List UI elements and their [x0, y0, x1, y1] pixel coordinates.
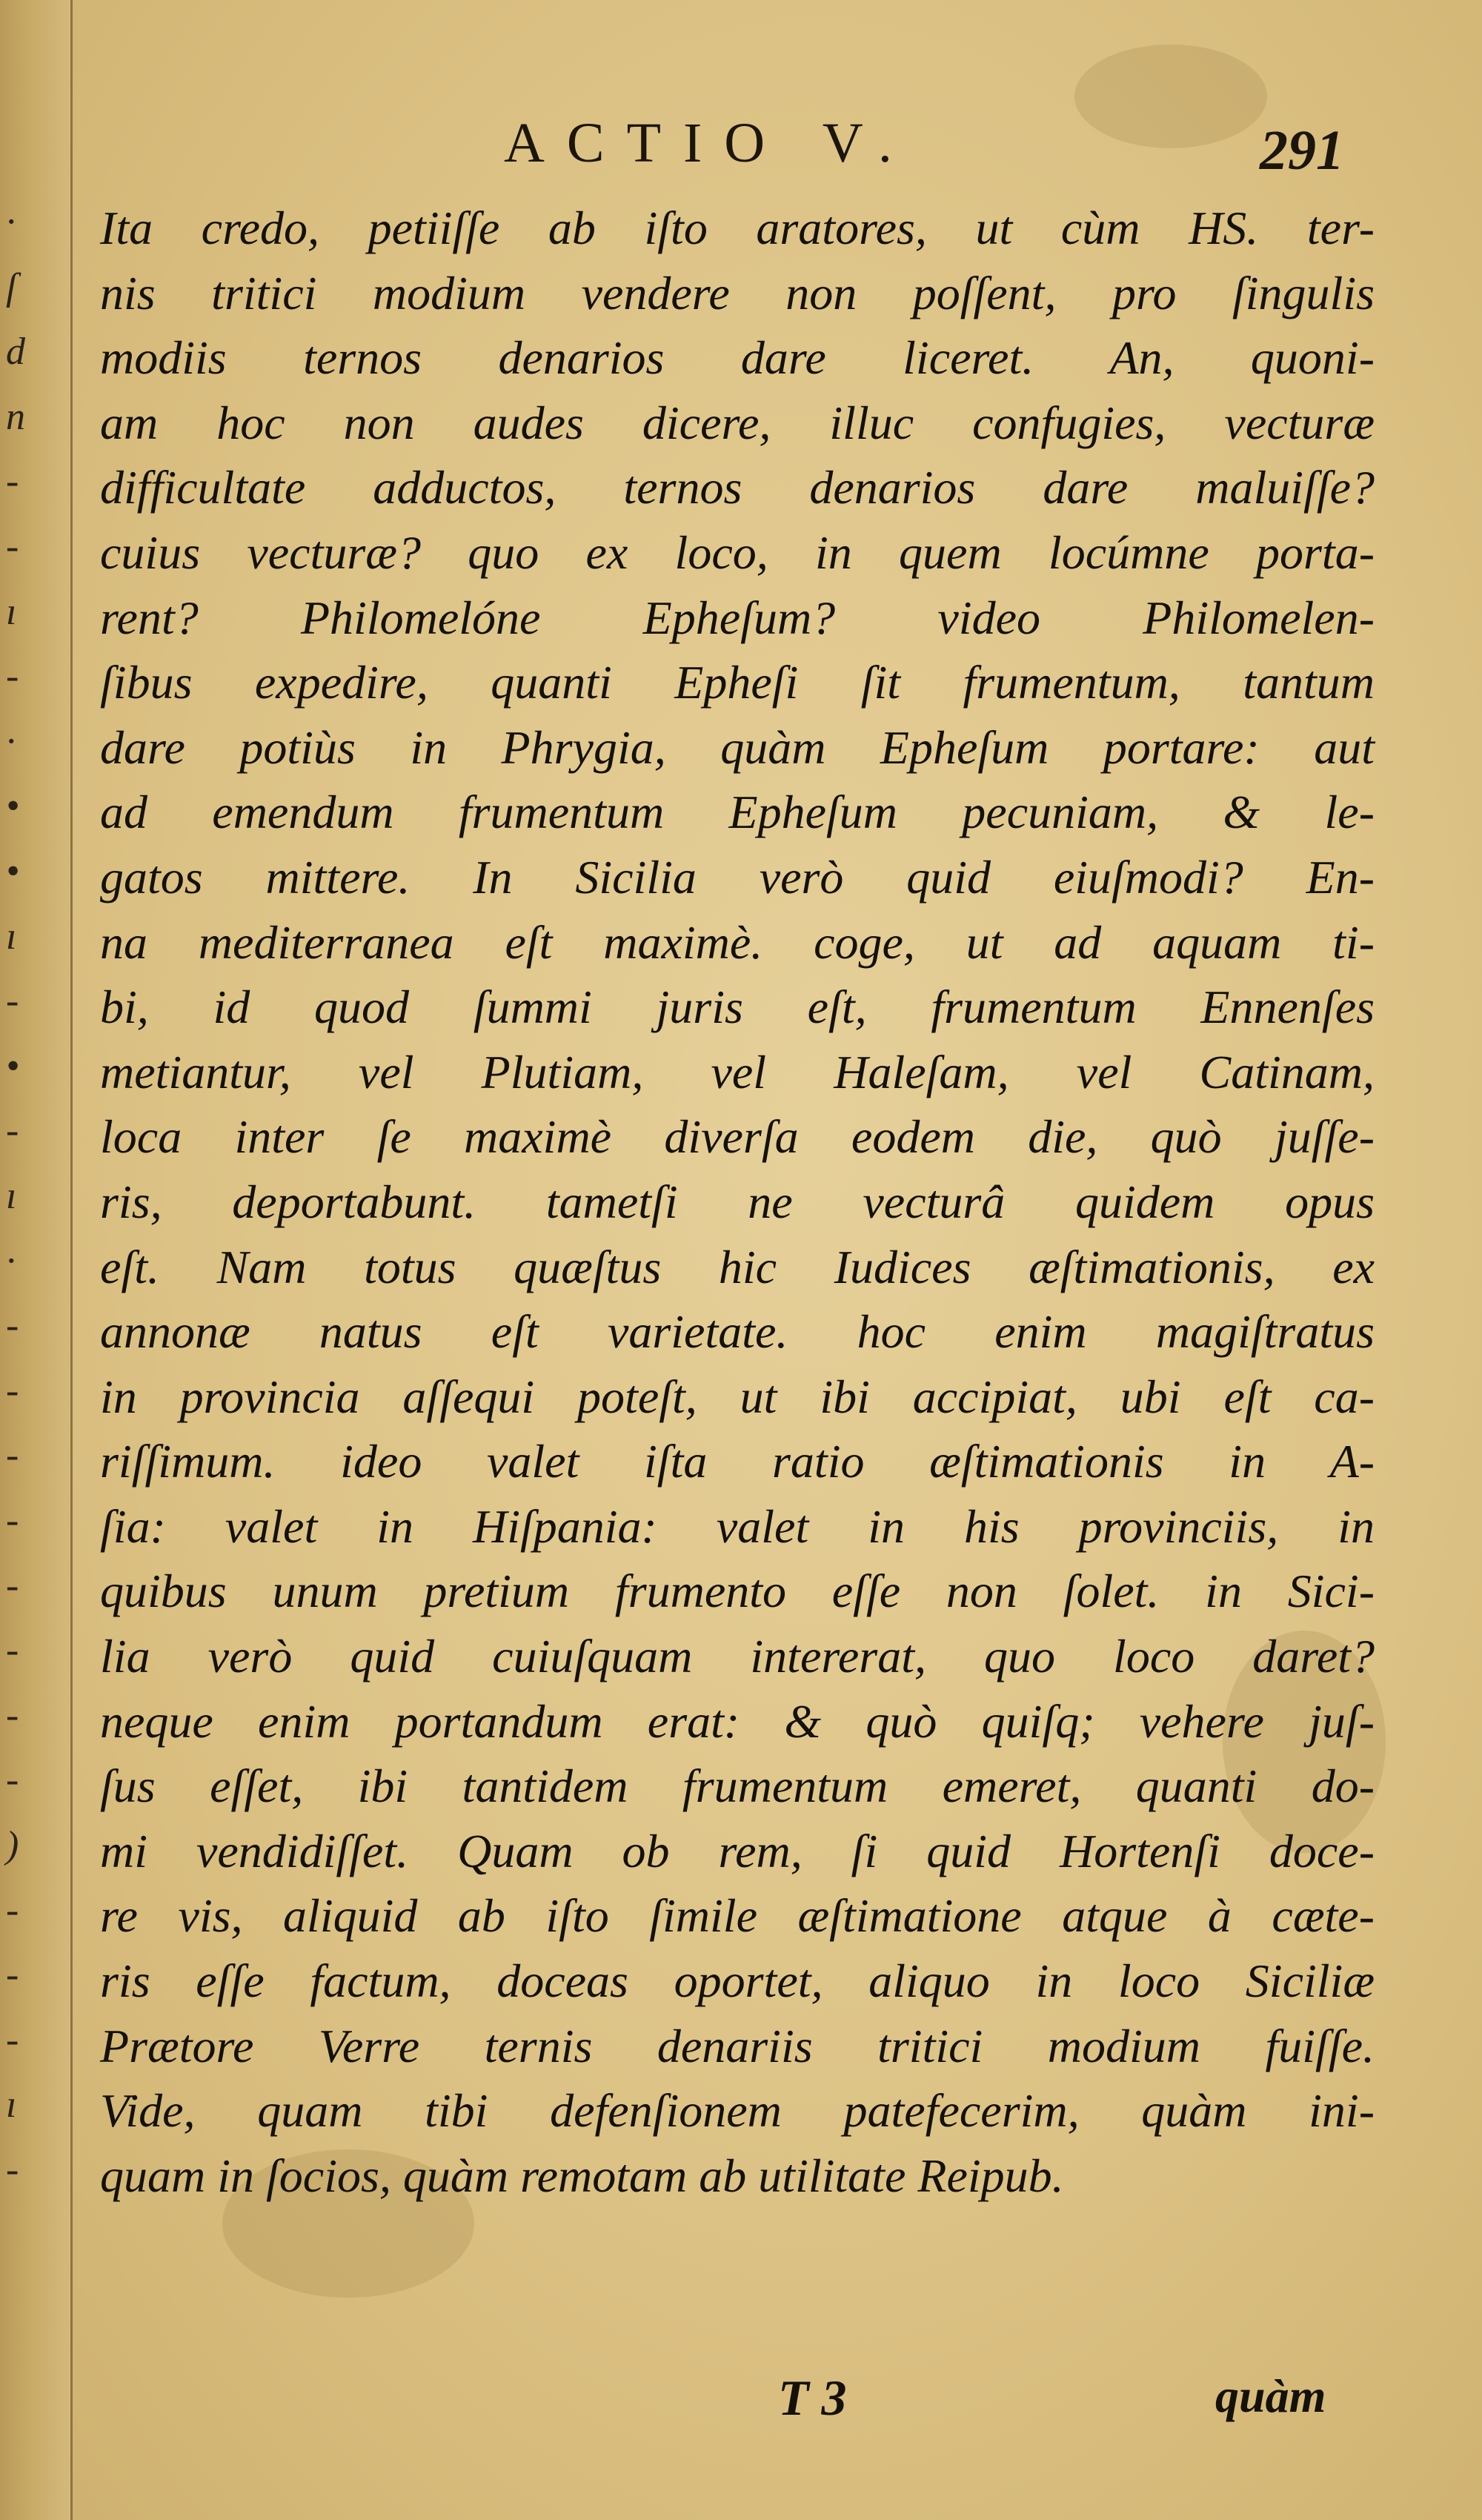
text-line: lia verò quid cuiuſquam intererat, quo loco daret? [100, 1630, 1375, 1683]
page-number: 291 [1260, 119, 1344, 182]
margin-mark: - [6, 1304, 19, 1347]
margin-mark: - [6, 1954, 19, 1997]
text-line: ſus eſſet, ibi tantidem frumentum emeret, quanti do- [100, 1760, 1375, 1813]
margin-mark: - [6, 1434, 19, 1477]
margin-mark: - [6, 1369, 19, 1412]
margin-mark: - [6, 1694, 19, 1737]
margin-mark: - [6, 1564, 19, 1607]
text-line: neque enim portandum erat: & quò quiſq; vehere juſ- [100, 1694, 1375, 1748]
margin-mark: · [6, 720, 16, 763]
text-line: am hoc non audes dicere, illuc confugies, vecturæ [100, 396, 1375, 449]
text-line: metiantur, vel Plutiam, vel Haleſam, vel Catinam, [100, 1045, 1375, 1098]
text-line: quibus unum pretium frumento eſſe non ſolet. in Sici- [100, 1565, 1375, 1618]
margin-mark: - [6, 655, 19, 698]
facing-page-bleed [6, 0, 58, 2520]
margin-mark: · [6, 201, 16, 243]
margin-mark: ſ [6, 265, 17, 308]
text-line: mi vendidiſſet. Quam ob rem, ſi quid Hortenſi doce- [100, 1824, 1375, 1877]
text-line: riſſimum. ideo valet iſta ratio æſtimationis in A- [100, 1435, 1375, 1488]
margin-mark: ı [6, 915, 17, 958]
body-text [100, 196, 1375, 2208]
margin-mark: - [6, 1759, 19, 1802]
text-line: eſt. Nam totus quæſtus hic Iudices æſtimationis, ex [100, 1240, 1375, 1293]
text-line: difficultate adductos, ternos denarios dare maluiſſe? [100, 461, 1375, 514]
margin-mark: - [6, 1889, 19, 1932]
text-line: in provincia aſſequi poteſt, ut ibi accipiat, ubi eſt ca- [100, 1370, 1375, 1423]
margin-mark: - [6, 2018, 19, 2061]
margin-mark: · [6, 1239, 16, 1282]
margin-mark: ) [6, 1824, 19, 1866]
margin-mark: • [6, 1044, 20, 1087]
margin-mark: - [6, 1110, 19, 1153]
text-line: ris, deportabunt. tametſi ne vecturâ quidem opus [100, 1175, 1375, 1228]
margin-mark: ı [6, 1175, 17, 1217]
text-line: nis tritici modium vendere non poſſent, pro ſingulis [100, 266, 1375, 319]
text-line: bi, id quod ſummi juris eſt, frumentum Ennenſes [100, 981, 1375, 1034]
catchword: quàm [1215, 2370, 1326, 2422]
text-line: ris eſſe factum, doceas oportet, aliquo in loco Siciliæ [100, 1954, 1375, 2008]
text-line: Vide, quam tibi defenſionem patefecerim, quàm ini- [100, 2084, 1375, 2138]
text-line: na mediterranea eſt maximè. coge, ut ad aquam ti- [100, 915, 1375, 969]
margin-mark: - [6, 1499, 19, 1542]
margin-mark: • [6, 785, 20, 828]
margin-mark: - [6, 1629, 19, 1672]
text-line: Ita credo, petiiſſe ab iſto aratores, ut cùm HS. ter- [100, 202, 1375, 254]
text-line: quam in ſocios, quàm remotam ab utilitate Reipub. [100, 2149, 1064, 2202]
text-line: gatos mittere. In Sicilia verò quid eiuſmodi? En- [100, 850, 1375, 903]
text-line: dare potiùs in Phrygia, quàm Epheſum portare: aut [100, 720, 1375, 774]
signature-mark: T 3 [778, 2370, 847, 2426]
text-line: ſia: valet in Hiſpania: valet in his provinciis, in [100, 1499, 1375, 1553]
margin-mark: - [6, 2149, 19, 2191]
text-line: Prætore Verre ternis denariis tritici modium fuiſſe. [100, 2019, 1375, 2072]
margin-mark: ı [6, 590, 17, 633]
margin-mark: - [6, 460, 19, 503]
margin-mark: - [6, 525, 19, 568]
text-line: re vis, aliquid ab iſto ſimile æſtimatione atque à cæte- [100, 1889, 1375, 1943]
running-head: ACTIO V. [504, 112, 914, 174]
margin-mark: • [6, 850, 20, 892]
text-line: ſibus expedire, quanti Epheſi ſit frumentum, tantum [100, 656, 1375, 709]
margin-mark: d [6, 331, 25, 374]
margin-mark: ı [6, 2083, 17, 2126]
text-line: modiis ternos denarios dare liceret. An, quoni- [100, 331, 1375, 385]
margin-mark: - [6, 980, 19, 1023]
text-line: annonæ natus eſt varietate. hoc enim magiſtratus [100, 1305, 1375, 1359]
text-line: loca inter ſe maximè diverſa eodem die, quò juſſe- [100, 1110, 1375, 1164]
text-line: rent? Philomelóne Epheſum? video Philomelen- [100, 591, 1375, 644]
text-line: ad emendum frumentum Epheſum pecuniam, & le- [100, 786, 1375, 839]
paper-stain [1074, 44, 1267, 148]
margin-mark: n [6, 395, 25, 438]
text-line: cuius vecturæ? quo ex loco, in quem locúmne porta- [100, 525, 1375, 579]
